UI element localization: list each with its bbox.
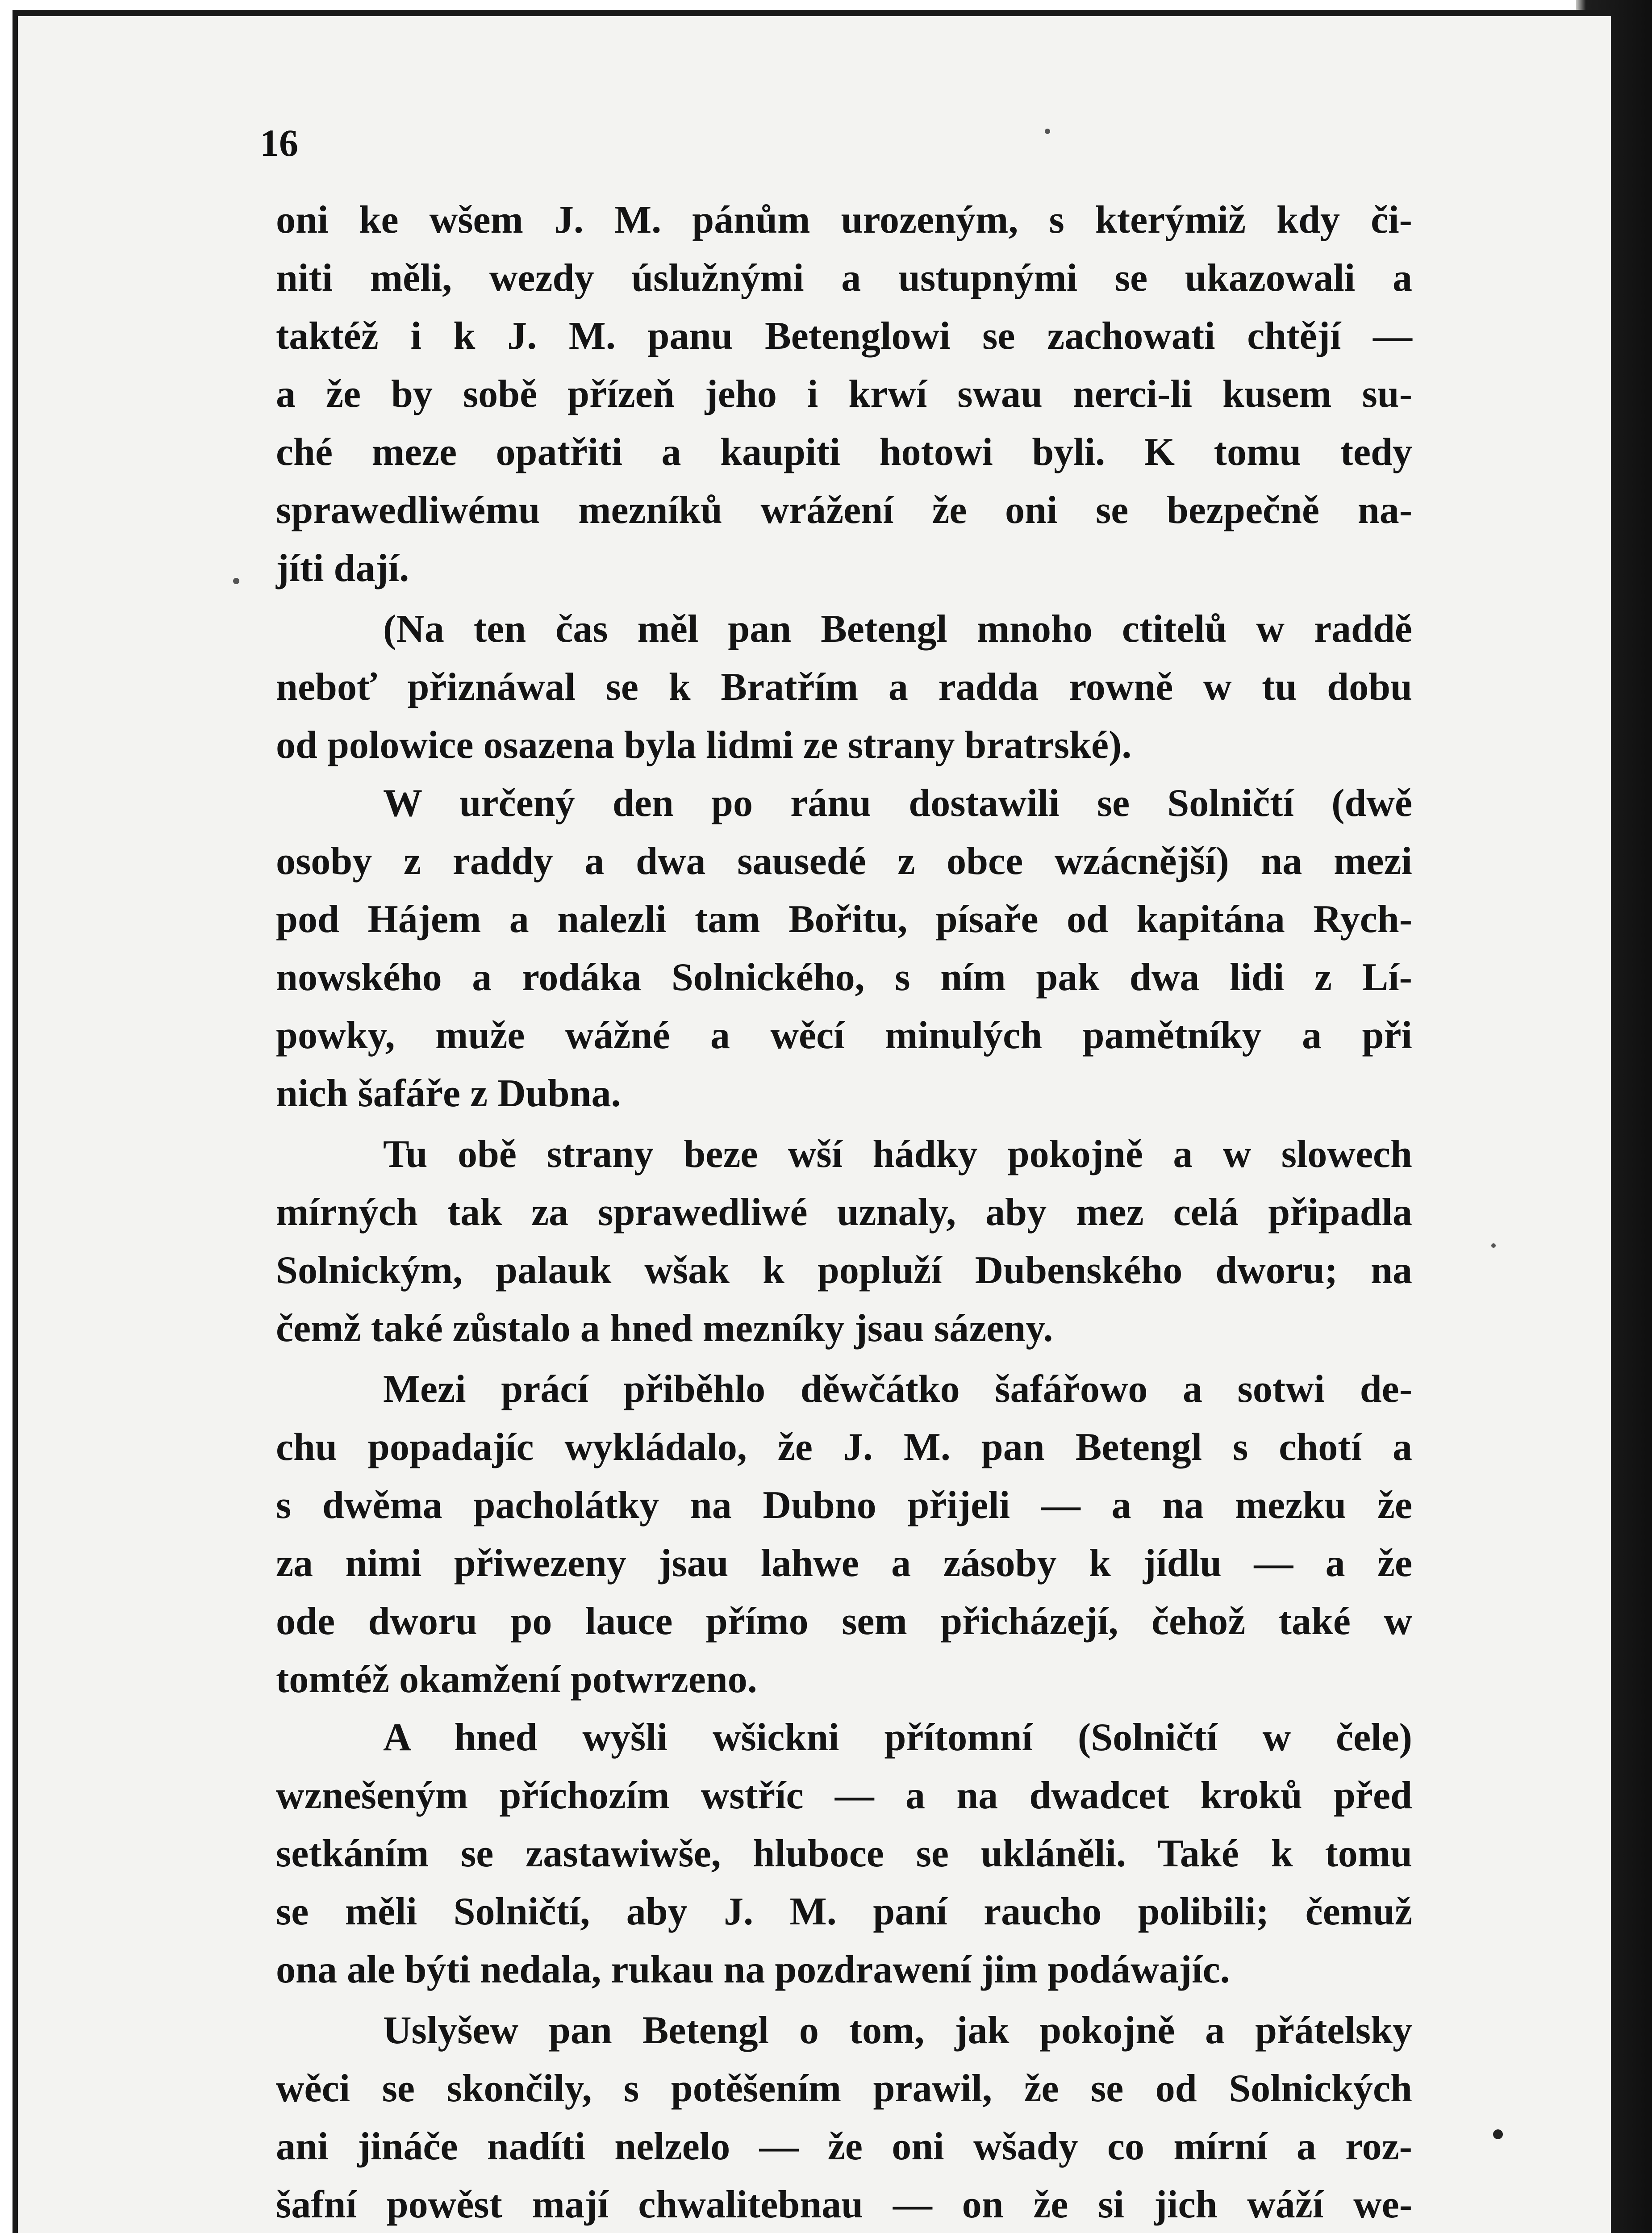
text-line: tomtéž okamžení potwrzeno. xyxy=(276,1658,757,1701)
text-line: s dwěma pacholátky na Dubno přijeli — a na mezku že xyxy=(276,1484,1412,1527)
text-line: (Na ten čas měl pan Betengl mnoho ctitelů w raddě xyxy=(383,607,1412,651)
text-line: Uslyšew pan Betengl o tom, jak pokojně a přátelsky xyxy=(383,2009,1412,2052)
text-line: osoby z raddy a dwa sausedé z obce wzácnější) na mezi xyxy=(276,840,1412,883)
print-speck xyxy=(233,578,239,584)
print-speck xyxy=(1045,129,1050,134)
text-line: ani jináče nadíti nelzelo — že oni wšady co mírní a roz- xyxy=(276,2125,1412,2168)
paragraph xyxy=(276,191,1412,598)
text-line: ona ale býti nedala, rukau na pozdrawení jim podáwajíc. xyxy=(276,1948,1230,1991)
text-line: W určený den po ránu dostawili se Solničtí (dwě xyxy=(383,782,1412,825)
text-line: pod Hájem a nalezli tam Bořitu, písaře od kapitána Rych- xyxy=(276,898,1412,941)
text-line: ché meze opatřiti a kaupiti hotowi byli. K tomu tedy xyxy=(276,431,1412,474)
text-line: chu popadajíc wykládalo, že J. M. pan Betengl s chotí a xyxy=(276,1426,1412,1469)
paragraph xyxy=(276,1709,1412,1999)
text-line: A hned wyšli wšickni přítomní (Solničtí w čele) xyxy=(383,1716,1412,1759)
print-speck xyxy=(1493,2129,1503,2139)
page-body xyxy=(276,191,1412,2233)
text-line: taktéž i k J. M. panu Betenglowi se zachowati chtějí — xyxy=(276,314,1412,358)
text-line: ode dworu po lauce přímo sem přicházejí, čehož také w xyxy=(276,1600,1412,1643)
text-line: oni ke wšem J. M. pánům urozeným, s kterýmiž kdy či- xyxy=(276,198,1412,242)
text-line: sprawedliwému mezníků wrážení že oni se bezpečně na- xyxy=(276,489,1412,532)
text-line: za nimi přiwezeny jsau lahwe a zásoby k jídlu — a že xyxy=(276,1542,1412,1585)
text-line: se měli Solničtí, aby J. M. paní raucho polibili; čemuž xyxy=(276,1890,1412,1933)
text-line: neboť přiznáwal se k Bratřím a radda rowně w tu dobu xyxy=(276,665,1412,709)
text-line: powky, muže wážné a wěcí minulých pamětníky a při xyxy=(276,1014,1412,1057)
paragraph xyxy=(276,1125,1412,1358)
text-line: od polowice osazena byla lidmi ze strany bratrské). xyxy=(276,723,1132,767)
text-line: niti měli, wezdy úslužnými a ustupnými se ukazowali a xyxy=(276,256,1412,300)
paragraph xyxy=(276,2002,1412,2233)
text-line: nich šafáře z Dubna. xyxy=(276,1072,621,1115)
text-line: Solnickým, palauk wšak k popluží Dubenského dworu; na xyxy=(276,1249,1412,1292)
paragraph xyxy=(276,600,1412,774)
text-line: setkáním se zastawiwše, hluboce se ukláněli. Také k tomu xyxy=(276,1832,1412,1875)
text-line: nowského a rodáka Solnického, s ním pak dwa lidi z Lí- xyxy=(276,956,1412,999)
text-line: wěci se skončily, s potěšením prawil, že se od Solnických xyxy=(276,2067,1412,2110)
text-line: wznešeným příchozím wstříc — a na dwadcet kroků před xyxy=(276,1774,1412,1817)
paragraph xyxy=(276,774,1412,1123)
print-speck xyxy=(1491,1243,1496,1248)
text-line: čemž také zůstalo a hned mezníky jsau sázeny. xyxy=(276,1307,1053,1350)
text-line: a že by sobě přízeň jeho i krwí swau nerci-li kusem su- xyxy=(276,372,1412,416)
page-number: 16 xyxy=(260,121,298,164)
text-line: mírných tak za sprawedliwé uznaly, aby mez celá připadla xyxy=(276,1191,1412,1234)
text-line: Tu obě strany beze wší hádky pokojně a w slowech xyxy=(383,1133,1412,1176)
text-line: jíti dají. xyxy=(276,547,409,590)
text-line: Mezi prácí přiběhlo děwčátko šafářowo a sotwi de- xyxy=(383,1367,1412,1411)
paragraph xyxy=(276,1360,1412,1709)
text-line: šafní powěst mají chwalitebnau — on že si jich wáží we- xyxy=(276,2183,1412,2226)
